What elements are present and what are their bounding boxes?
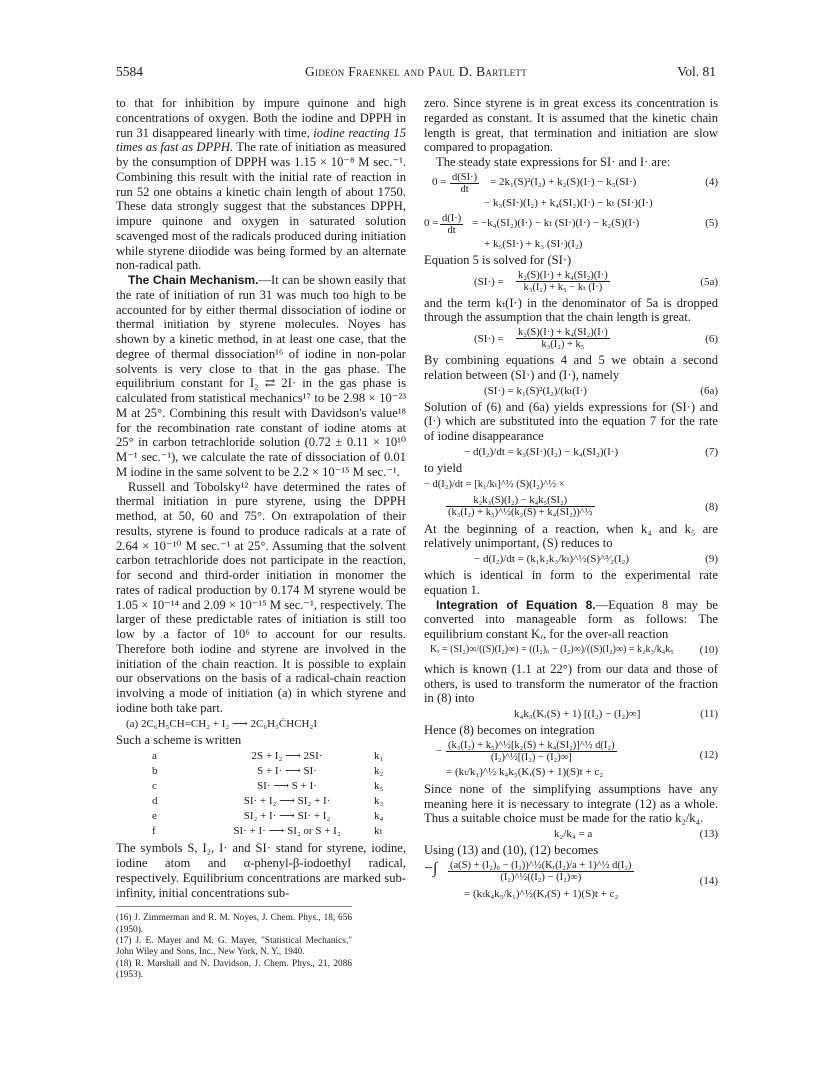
paragraph: which is identical in form to the experimental rate equation 1. (424, 568, 718, 597)
equation-4-cont: − k₃(SI·)(I₂) + k₄(SI₂)(I·) − kₜ (SI·)(I·) (484, 196, 653, 209)
scheme-row (116, 824, 406, 839)
paragraph: At the beginning of a reaction, when k₄ and k₅ are relatively unimportant, (S) reduces to (424, 521, 718, 551)
scheme-reaction: SI· ⟶ S + I· (257, 780, 317, 793)
paragraph: Hence (8) becomes on integration (424, 723, 595, 737)
scheme-reaction: S + I· ⟶ SI· (257, 765, 317, 778)
footnotes (116, 906, 352, 981)
scheme-rate-constant: kₜ (374, 825, 383, 838)
equation-6: (SI·) = $\frac{\text{k₂(S)(I·) + k₄(SI₂)(I·)}}{\text{k₃(I₂) + k₅}}$ (6) (474, 327, 718, 350)
paragraph: The steady state expressions for SI· and I· are: (436, 155, 671, 169)
scheme-row (116, 809, 406, 824)
equation-4: 0 = $\frac{d(SI\cdot)}{dt}$ = 2k₁(S)²(I₂) + k₂(S)(I·) − k₅(SI·) (4) (432, 171, 718, 195)
paragraph: Since none of the simplifying assumptions have any meaning here it is necessary to integrate (12) as a whole. Thus a suitable choice must be made for the ratio k₂/k₄. (424, 781, 718, 826)
scheme-rate-constant: k₄ (374, 810, 384, 823)
paragraph: By combining equations 4 and 5 we obtain a second relation between (SI·) and (I·), namely (424, 353, 718, 382)
paragraph: Russell and Tobolsky¹² have determined the rates of thermal initiation in pure styrene, using the DPPH method, at 50, 60 and 75°. On extrapolation of their results, styrene is found to produce radicals at a rate of 2.64 × 10⁻¹⁰ M sec.⁻¹ at 25°. Assuming that the solvent carbon tetrachloride does not participate in the reaction, for second and third-order initiation in monomer the rates of radical production by 0.174 M styrene would be 1.05 × 10⁻¹⁴ and 2.09 × 10⁻¹⁵ M sec.⁻¹, respectively. The larger of these predictable rates of initiation is still too low by a factor of 10⁶ to account for our results. Therefore both iodine and styrene are involved in the initiation of the chain reaction. It is possible to explain our observations on the basis of a radical-chain reaction involving a mode of initiation (a) in which styrene and iodine both take part. (116, 479, 406, 715)
equation-number: (5) (705, 216, 718, 229)
paragraph: zero. Since styrene is in great excess its concentration is regarded as constant. It is assumed that the kinetic chain length is great, that termination and initiation are slow compared to propagation. (424, 96, 718, 155)
paragraph: to that for inhibition by impure quinone and high concentrations of oxygen. Both the iodine and DPPH in run 31 disappeared linearly with time, iodine reacting 15 times as fast as DPPH. The rate of initiation as measured by the consumption of DPPH was 1.15 × 10⁻⁸ M sec.⁻¹. Combining this result with the initial rate of reaction in run 52 one obtains a kinetic chain length of about 1750. These data strongly suggest that the substances DPPH, impure quinone and oxygen in saturated solution scavenged most of the radicals produced during initiation while styrene diiodide was being formed by an alternate non-radical path. (116, 96, 406, 273)
equation-number: (6) (705, 333, 718, 345)
paragraph: to yield (424, 460, 463, 475)
paragraph: Using (13) and (10), (12) becomes (424, 843, 599, 857)
scheme-reaction: SI₂ + I· ⟶ SI· + I₂ (243, 810, 331, 823)
scheme-row (116, 749, 406, 764)
paragraph: The symbols S, I₂, I· and SI· stand for styrene, iodine, iodine atom and α-phenyl-β-iodoethyl radical, respectively. Equilibrium concentrations are marked sub-infinity, initial concentrations sub- (116, 841, 406, 900)
scheme-reaction: SI· + I₂ ⟶ SI₂ + I· (243, 795, 331, 808)
footnote: (16) J. Zimmerman and R. M. Noyes, J. Chem. Phys., 18, 656 (1950). (116, 913, 352, 935)
section-heading: The Chain Mechanism. (128, 273, 259, 287)
scheme-step-label: b (152, 765, 158, 778)
scheme-step-label: d (152, 795, 158, 808)
equation-number: (8) (705, 500, 718, 513)
footnote: (17) J. E. Mayer and M. G. Mayer, "Statistical Mechanics," John Wiley and Sons, Inc., New York, N. Y., 1940. (116, 936, 352, 958)
equation-14: −∫ $\frac{\text{(a(S) + (I₂)₀ − (I₂))\textasciicircum{}½(Kᵣ(I₂)/a + 1)\textasciicircum{}½ d(I₂)}}{\text{(I₂)\textasciicircum{}½((I₂) − (I₂)∞)}}$ = (kₜk₄k₅/k₁)^½(Kᵣ(S) + 1)(S)t + c₂ (14) (424, 859, 718, 900)
scheme-rate-constant: k₂ (374, 765, 384, 778)
equation-5: 0 = $\frac{d(I\cdot)}{dt}$ = −k₄(SI₂)(I·) − kₜ (SI·)(I·) − k₂(S)(I·) (5) (424, 212, 718, 236)
scheme-reaction: SI· + I· ⟶ SI₂ or S + I₂ (233, 825, 341, 838)
paragraph: Solution of (6) and (6a) yields expressions for (SI·) and (I·) which are substituted into the equation 7 for the rate of iodine disappearance (424, 399, 718, 443)
scheme-step-label: a (152, 750, 157, 763)
paragraph: Integration of Equation 8.—Equation 8 may be converted into manageable form as follows: The equilibrium constant Kᵣ, for the over-all reaction (424, 597, 718, 641)
scheme-row (116, 794, 406, 809)
equation-5-cont: + k₅(SI·) + k₃ (SI·)(I₂) (484, 237, 583, 250)
scheme-row (116, 764, 406, 779)
reaction-scheme (116, 749, 406, 839)
equation-11: k₄k₅(Kᵣ(S) + 1) [(I₂) − (I₂)∞] (11) (514, 708, 718, 720)
equation-a: (a) 2C₆H₅CH=CH₂ + I₂ ⟶ 2C₆H₅ĊHCH₂I (126, 717, 317, 730)
page-number: 5584 (116, 64, 143, 79)
scheme-rate-constant: k₁ (374, 750, 384, 763)
equation-number: (14) (699, 874, 718, 887)
scheme-row (116, 779, 406, 794)
scheme-rate-constant: k₅ (374, 780, 384, 793)
equation-7: − d(I₂)/dt = k₃(SI·)(I₂) − k₄(SI₂)(I·) (7) (464, 445, 718, 458)
equation-9: − d(I₂)/dt = (k₁k₂k₃/kₜ)^½(S)^³⁄₂(I₂) (9) (474, 553, 718, 565)
section-heading: Integration of Equation 8. (436, 597, 596, 612)
paragraph: and the term kₜ(I·) in the denominator of 5a is dropped through the assumption that the chain length is great. (424, 295, 718, 325)
equation-13: k₂/k₄ = a (13) (554, 828, 718, 840)
scheme-step-label: c (152, 780, 157, 793)
equation-8: − d(I₂)/dt = [k₁/kₜ]^½ (S)(I₂)^½ × $\frac{\text{k₂k₃(S)(I₂) − k₄k₅(SI₂)}}{\text{(k₃(I₂) + k₅)\textasciicircum{}½(k₂(S) + k₄(SI₂))\textasciicircum{}½}}$ (8) (424, 478, 718, 518)
equation-number: (12) (699, 748, 718, 761)
equation-number: (5a) (700, 275, 718, 288)
paragraph: The Chain Mechanism.—It can be shown easily that the rate of initiation of run 31 was much too high to be accounted for by either thermal dissociation of iodine or thermal initiation by styrene molecules. Noyes has shown by a kinetic method, in at least one case, that the degree of thermal dissociation¹⁶ of iodine in non-polar solvents is very close to that in the gas phase. The equilibrium constant for I₂ ⇄ 2I· in the gas phase is calculated from statistical mechanics¹⁷ to be 2.98 × 10⁻²³ M at 25°. Combining this result with Davidson's value¹⁸ for the recombination rate constant of iodine atoms at 25° in carbon tetrachloride solution (0.72 ± 0.11 × 10¹⁰ M⁻¹ sec.⁻¹), we calculate the rate of dissociation of 0.01 M iodine in the same solvent to be 2.2 × 10⁻¹⁵ M sec.⁻¹. (116, 273, 406, 479)
running-header (116, 64, 716, 80)
equation-6a: (SI·) = k₁(S)²(I₂)/(kₜ(I·) (6a) (484, 384, 718, 397)
scheme-reaction: 2S + I₂ ⟶ 2SI· (251, 750, 323, 763)
volume-label: Vol. 81 (677, 64, 716, 79)
paragraph: Such a scheme is written (116, 732, 242, 747)
equation-12: − $\frac{\text{(k₃(I₂) + k₅)\textasciicircum{}½[k₂(S) + k₄(SI₂)]\textasciicircum{}½ d(I₂)}}{\text{(I₂)\textasciicircum{}½[(I₂) − (I₂)∞]}}$ = (kₜ/k₁)^½ k₄k₅(Kᵣ(S) + 1)(S)t + c₂ (12) (436, 739, 718, 778)
scheme-step-label: e (152, 810, 157, 823)
paragraph: Equation 5 is solved for (SI·) (424, 252, 572, 267)
scheme-step-label: f (152, 825, 156, 838)
footnote: (18) R. Marshall and N. Davidson, J. Chem. Phys., 21, 2086 (1953). (116, 958, 352, 981)
right-column (424, 96, 718, 904)
scheme-rate-constant: k₃ (374, 795, 384, 808)
equation-10: Kᵣ = (SI₂)∞/((S)(I₂)∞) = ((I₂)₀ − (I₂)∞)/((S)(I₂)∞) = k₂k₃/k₄k₅ (10) (430, 643, 718, 656)
left-column (116, 96, 406, 982)
equation-5a: (SI·) = $\frac{\text{k₂(S)(I·) + k₄(SI₂)(I·)}}{\text{k₃(I₂) + k₅ − kₜ (I·)}}$ (5a) (474, 269, 718, 293)
paragraph: which is known (1.1 at 22°) from our data and those of others, is used to transform the numerator of the fraction in (8) into (424, 661, 718, 706)
equation-number: (4) (705, 175, 718, 188)
running-title: Gideon Fraenkel and Paul D. Bartlett (304, 64, 527, 79)
